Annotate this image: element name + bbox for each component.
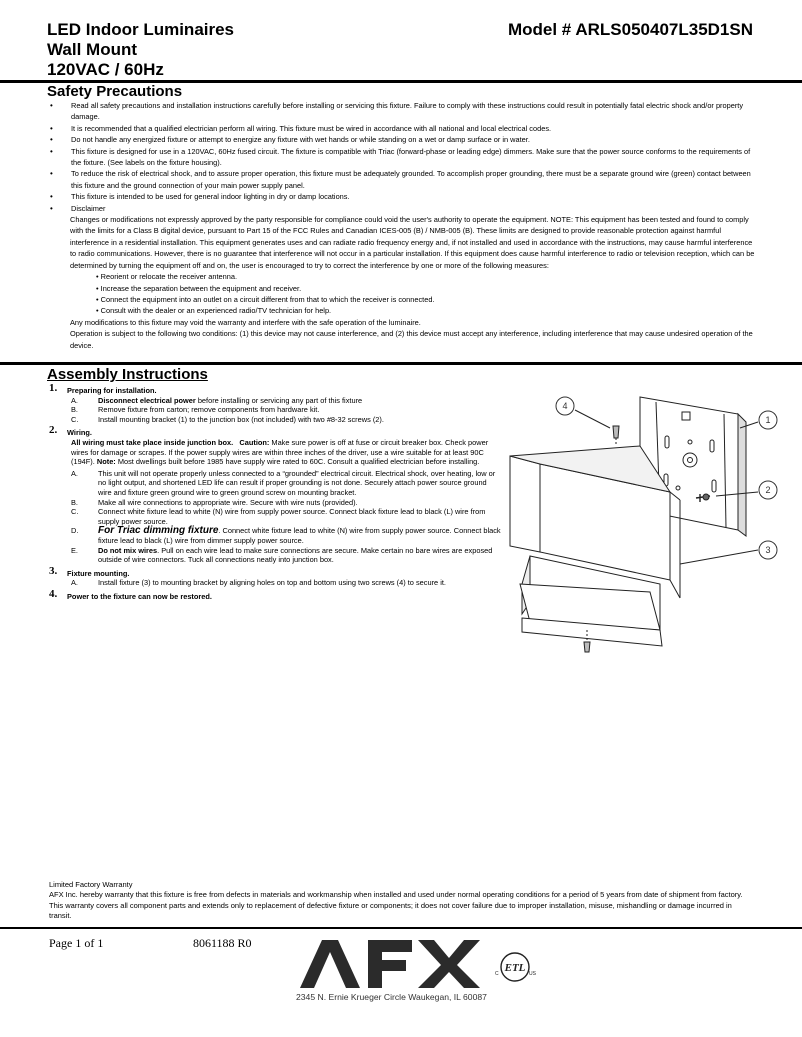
item-text: Make all wire connections to appropriate wire. Secure with wire nuts (provided).: [98, 497, 358, 507]
item-letter: B.: [71, 405, 78, 415]
step-number: 2.: [49, 424, 58, 437]
step-1c: [71, 415, 501, 425]
item-emphasis: For Triac dimming fixture: [98, 525, 219, 537]
measure-item: • Consult with the dealer or an experienced radio/TV technician for help.: [96, 306, 332, 316]
step-3: [49, 564, 501, 588]
item-letter: E.: [71, 545, 78, 555]
step-title: Power to the fixture can now be restored.: [67, 591, 212, 601]
safety-item: • To reduce the risk of electrical shock, and to assure proper operation, this fixture must be adequately grounded. To accomplish proper grounding, there must be a separate ground wire (green) contact between this fixture and the ground connection of your main power supply panel.: [50, 168, 755, 191]
safety-title: Safety Precautions: [47, 83, 183, 100]
item-text: before installing or servicing any part of this fixture: [195, 395, 363, 405]
intro-text: Most dwellings built before 1985 have supply wire rated to 60C. Consult a qualified electrician before installing.: [115, 457, 480, 467]
step-1a: [71, 396, 501, 406]
item-letter: A.: [71, 578, 78, 588]
step-number: 4.: [49, 587, 58, 600]
item-letter: A.: [71, 395, 78, 405]
step-2d: [71, 526, 501, 545]
disclaimer-item: [50, 203, 755, 214]
item-text: Install mounting bracket (1) to the junction box (not included) with two #8-32 screws (2).: [98, 414, 384, 424]
step-title: Fixture mounting.: [67, 568, 130, 578]
safety-item: • This fixture is designed for use in a 120VAC, 60Hz fused circuit. The fixture is compatible with Triac (forward-phase or leading edge) dimmers. Make sure that the power source conforms to the requirements of the fixture. (See labels on the fixture housing).: [50, 146, 755, 169]
item-text: . Connect white fixture lead to white (N) wire from supply power source. Connect black fixture lead to black (L) wire from dimmer supply power source.: [98, 526, 501, 545]
item-letter: B.: [71, 497, 78, 507]
mount-type: Wall Mount: [47, 40, 138, 59]
measure-item: • Reorient or relocate the receiver antenna.: [96, 272, 238, 282]
intro-text: Make sure power is off at fuse or circuit breaker box. Check power wires for damage or scrapes. If the power supply wires are within three inches of the driver, use a wire suitable for at least 90C (194F).: [71, 437, 489, 467]
measure-item: • Connect the equipment into an outlet on a circuit different from that to which the receiver is connected.: [96, 294, 435, 304]
callout-2: 2: [765, 485, 771, 495]
step-number: 1.: [49, 382, 58, 394]
step-title: Preparing for installation.: [67, 386, 157, 395]
product-line: LED Indoor Luminaires: [47, 20, 235, 39]
callout-4: 4: [562, 401, 568, 411]
logo-text: AFX: [298, 938, 300, 939]
measure-item: • Increase the separation between the equipment and receiver.: [96, 283, 302, 293]
item-text: Remove fixture from carton; remove components from hardware kit.: [98, 405, 320, 415]
item-text: Connect white fixture lead to white (N) wire from supply power source. Connect black fixture lead to black (L) wire from supply power source.: [98, 507, 486, 526]
item-emphasis: Do not mix wires: [98, 545, 158, 555]
step-2: [49, 424, 501, 565]
etl-text: ETL: [504, 962, 526, 974]
step-2a: [71, 469, 501, 498]
company-address: 2345 N. Ernie Krueger Circle Waukegan, IL 60087: [296, 992, 487, 1002]
step-number: 3.: [49, 564, 58, 577]
disclaimer-text: Changes or modifications not expressly approved by the party responsible for compliance could void the user's authority to operate the equipment. NOTE: This equipment has been tested and found to comply with the limits for a Class B digital device, pursuant to Part 15 of the FCC Rules and Canadian ICES-005 (B) / NMB-005 (B). These limits are designed to provide reasonable protection against harmful interference in a residential installation. This equipment generates uses and can radiate radio frequency energy and, if not installed and used in accordance with the instructions, may cause harmful interference to radio communications. However, there is no guarantee that interference will not occur in a particular installation. If this equipment does cause harmful interference to radio or television reception, which can be determined by turning the equipment off and on, the user is encouraged to try to correct the interference by one or more of the following measures:: [70, 215, 755, 270]
operation-note: Operation is subject to the following two conditions: (1) this device may not cause interference, and (2) this device must accept any interference, including interference that may cause undesired operation of the device.: [70, 329, 753, 350]
warranty-section: [49, 880, 754, 922]
safety-item: • It is recommended that a qualified electrician perform all wiring. This fixture must be wired in accordance with all national and local electrical codes.: [50, 123, 755, 134]
safety-item: • Do not handle any energized fixture or attempt to energize any fixture with wet hands or while standing on a wet or damp surface or in water.: [50, 134, 755, 145]
safety-item: • This fixture is intended to be used for general indoor lighting in dry or damp locations.: [50, 191, 755, 202]
cert-c: C: [495, 971, 499, 977]
item-text: . Pull on each wire lead to make sure connections are secure. Make certain no bare wires are exposed outside of wire connectors. Tuck all connections neatly into junction box.: [98, 545, 493, 565]
modification-note: Any modifications to this fixture may void the warranty and interfere with the safe operation of the luminaire.: [70, 317, 421, 327]
step-2c: [71, 507, 501, 526]
fixture-drawing: [510, 446, 680, 646]
page-number: Page 1 of 1: [49, 936, 104, 950]
step-1b: [71, 405, 501, 415]
cert-us: US: [529, 971, 536, 977]
footer-divider: [0, 927, 802, 929]
step-4: [49, 587, 501, 602]
exploded-assembly-diagram: [500, 384, 790, 694]
item-letter: D.: [71, 526, 79, 536]
step-1: [49, 382, 501, 424]
item-emphasis: Disconnect electrical power: [98, 395, 196, 405]
wiring-intro: [71, 438, 501, 467]
caution-label: Caution:: [239, 437, 270, 447]
etl-certification-mark: [490, 950, 540, 986]
voltage-rating: 120VAC / 60Hz: [47, 60, 164, 79]
safety-divider: [0, 362, 802, 365]
warranty-text: AFX Inc. hereby warranty that this fixture is free from defects in materials and workmanship when installed and used under normal operating conditions for a period of 5 years from date of shipment from factory. This warranty covers all component parts and extends only to replacement of defective fixture or components; it does not cover failure due to improper installation, misuse, mishandling or damage incurred in transit.: [49, 890, 743, 921]
assembly-section: [49, 382, 501, 601]
model-number: Model # ARLS050407L35D1SN: [507, 20, 753, 39]
callout-3: 3: [765, 545, 771, 555]
item-letter: A.: [71, 468, 78, 478]
item-letter: C.: [71, 507, 79, 517]
intro-emphasis: All wiring must take place inside junction box.: [71, 437, 234, 447]
safety-item: • Read all safety precautions and installation instructions carefully before installing or servicing this fixture. Failure to comply with these instructions could result in potentially fatal electric shock and/or property damage.: [50, 100, 755, 123]
assembly-title: Assembly Instructions: [47, 366, 208, 383]
safety-section: [50, 100, 755, 351]
note-label: Note:: [96, 457, 116, 467]
callout-1: 1: [765, 415, 771, 425]
disclaimer-label: Disclaimer: [71, 203, 106, 213]
header-title-block: [47, 20, 234, 80]
item-text: This unit will not operate properly unless connected to a “grounded” electrical circuit. Electrical shock, over heating, low or no light output, and shortened LED life can result if proper grounding is not done. Securely attach power source ground wire and fixture green ground wire to green ground screw on mounting bracket.: [98, 468, 496, 497]
step-title: Wiring.: [67, 428, 92, 438]
step-2b: [71, 498, 501, 508]
document-number: 8061188 R0: [193, 936, 252, 950]
warranty-title: Limited Factory Warranty: [49, 880, 133, 889]
item-text: Install fixture (3) to mounting bracket by aligning holes on top and bottom using two screws (4) to secure it.: [98, 578, 446, 588]
item-letter: C.: [71, 414, 79, 424]
step-3a: [71, 578, 501, 588]
afx-logo: [298, 938, 488, 990]
step-2e: [71, 546, 501, 565]
